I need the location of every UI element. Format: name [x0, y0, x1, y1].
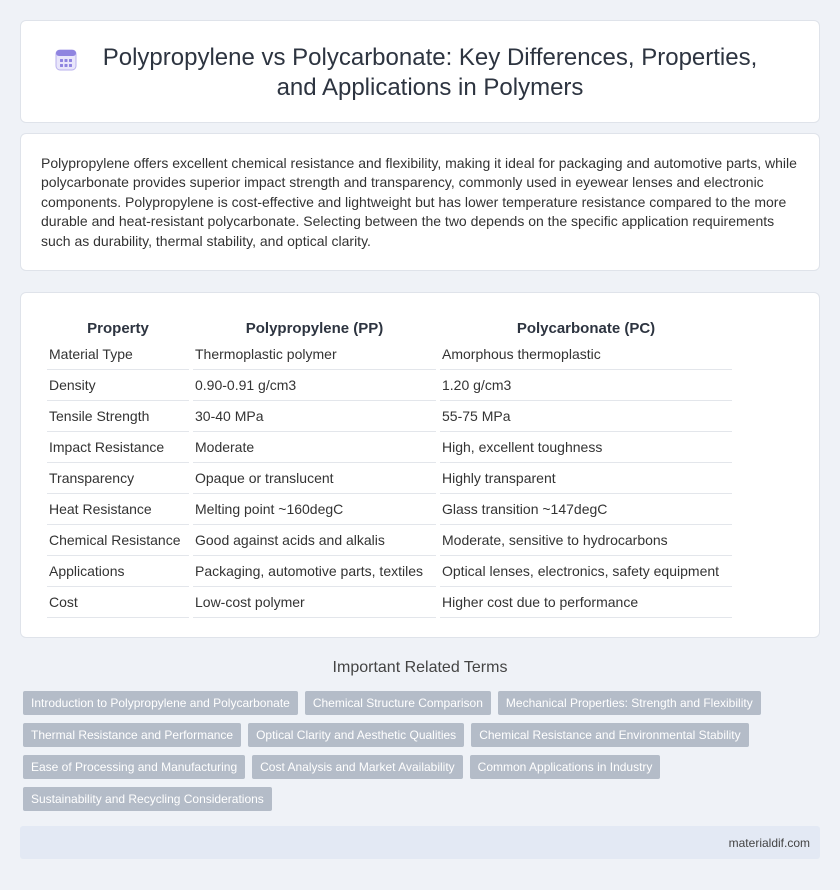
- pp-value-cell: Melting point ~160degC: [193, 494, 436, 525]
- pp-value-cell: Low-cost polymer: [193, 587, 436, 618]
- related-terms-heading: Important Related Terms: [332, 659, 508, 676]
- comparison-table: [43, 317, 736, 618]
- header-polypropylene: Polypropylene (PP): [245, 319, 384, 337]
- pp-value-cell: Moderate: [193, 432, 436, 463]
- pp-value-cell: Good against acids and alkalis: [193, 525, 436, 556]
- table-row: [47, 587, 732, 618]
- table-row: [47, 556, 732, 587]
- property-cell: Cost: [47, 587, 189, 618]
- title-row: [21, 43, 819, 103]
- property-cell: Chemical Resistance: [47, 525, 189, 556]
- related-term-tag[interactable]: Chemical Resistance and Environmental Stability: [471, 723, 748, 747]
- pc-value-cell: Optical lenses, electronics, safety equipment: [440, 556, 732, 587]
- page-title: Polypropylene vs Polycarbonate: Key Differences, Properties, and Applications in Polymers: [102, 44, 758, 101]
- pc-value-cell: Highly transparent: [440, 463, 732, 494]
- table-row: [47, 401, 732, 432]
- comparison-table-card: [20, 292, 820, 638]
- property-cell: Impact Resistance: [47, 432, 189, 463]
- property-cell: Density: [47, 370, 189, 401]
- pp-value-cell: Thermoplastic polymer: [193, 339, 436, 370]
- pc-value-cell: 1.20 g/cm3: [440, 370, 732, 401]
- pc-value-cell: Moderate, sensitive to hydrocarbons: [440, 525, 732, 556]
- pc-value-cell: 55-75 MPa: [440, 401, 732, 432]
- calendar-grid-icon: [53, 47, 79, 73]
- footer-site-link[interactable]: materialdif.com: [728, 836, 810, 850]
- pc-value-cell: Amorphous thermoplastic: [440, 339, 732, 370]
- pc-value-cell: Glass transition ~147degC: [440, 494, 732, 525]
- header-property: Property: [87, 319, 149, 337]
- header-polycarbonate: Polycarbonate (PC): [516, 319, 656, 337]
- footer-bar: [20, 826, 820, 859]
- table-row: [47, 339, 732, 370]
- pc-value-cell: Higher cost due to performance: [440, 587, 732, 618]
- related-term-tag[interactable]: Introduction to Polypropylene and Polycarbonate: [23, 691, 298, 715]
- property-cell: Applications: [47, 556, 189, 587]
- table-row: [47, 432, 732, 463]
- related-term-tag[interactable]: Optical Clarity and Aesthetic Qualities: [248, 723, 464, 747]
- intro-card: [20, 133, 820, 271]
- pp-value-cell: 30-40 MPa: [193, 401, 436, 432]
- related-term-tag[interactable]: Sustainability and Recycling Considerations: [23, 787, 272, 811]
- header-card: [20, 20, 820, 123]
- table-row: [47, 525, 732, 556]
- table-row: [47, 370, 732, 401]
- related-term-tag[interactable]: Cost Analysis and Market Availability: [252, 755, 463, 779]
- intro-paragraph: Polypropylene offers excellent chemical resistance and flexibility, making it ideal for packaging and automotive parts, while polycarbonate provides superior impact strength and transparency, commonly used in eyewear lenses and electronic components. Polypropylene is cost-effective and lightweight but has lower temperature resistance compared to the more durable and heat-resistant polycarbonate. Selecting between the two depends on the specific application requirements such as durability, thermal stability, and optical clarity.: [41, 155, 797, 249]
- table-header-row: [47, 317, 732, 339]
- table-row: [47, 494, 732, 525]
- related-term-tag[interactable]: Thermal Resistance and Performance: [23, 723, 241, 747]
- related-term-tag[interactable]: Common Applications in Industry: [470, 755, 661, 779]
- property-cell: Transparency: [47, 463, 189, 494]
- related-term-tag[interactable]: Chemical Structure Comparison: [305, 691, 491, 715]
- pp-value-cell: 0.90-0.91 g/cm3: [193, 370, 436, 401]
- related-terms-list: [23, 691, 783, 811]
- related-term-tag[interactable]: Mechanical Properties: Strength and Flexibility: [498, 691, 761, 715]
- property-cell: Heat Resistance: [47, 494, 189, 525]
- property-cell: Tensile Strength: [47, 401, 189, 432]
- table-row: [47, 463, 732, 494]
- pp-value-cell: Packaging, automotive parts, textiles: [193, 556, 436, 587]
- property-cell: Material Type: [47, 339, 189, 370]
- pc-value-cell: High, excellent toughness: [440, 432, 732, 463]
- pp-value-cell: Opaque or translucent: [193, 463, 436, 494]
- related-term-tag[interactable]: Ease of Processing and Manufacturing: [23, 755, 245, 779]
